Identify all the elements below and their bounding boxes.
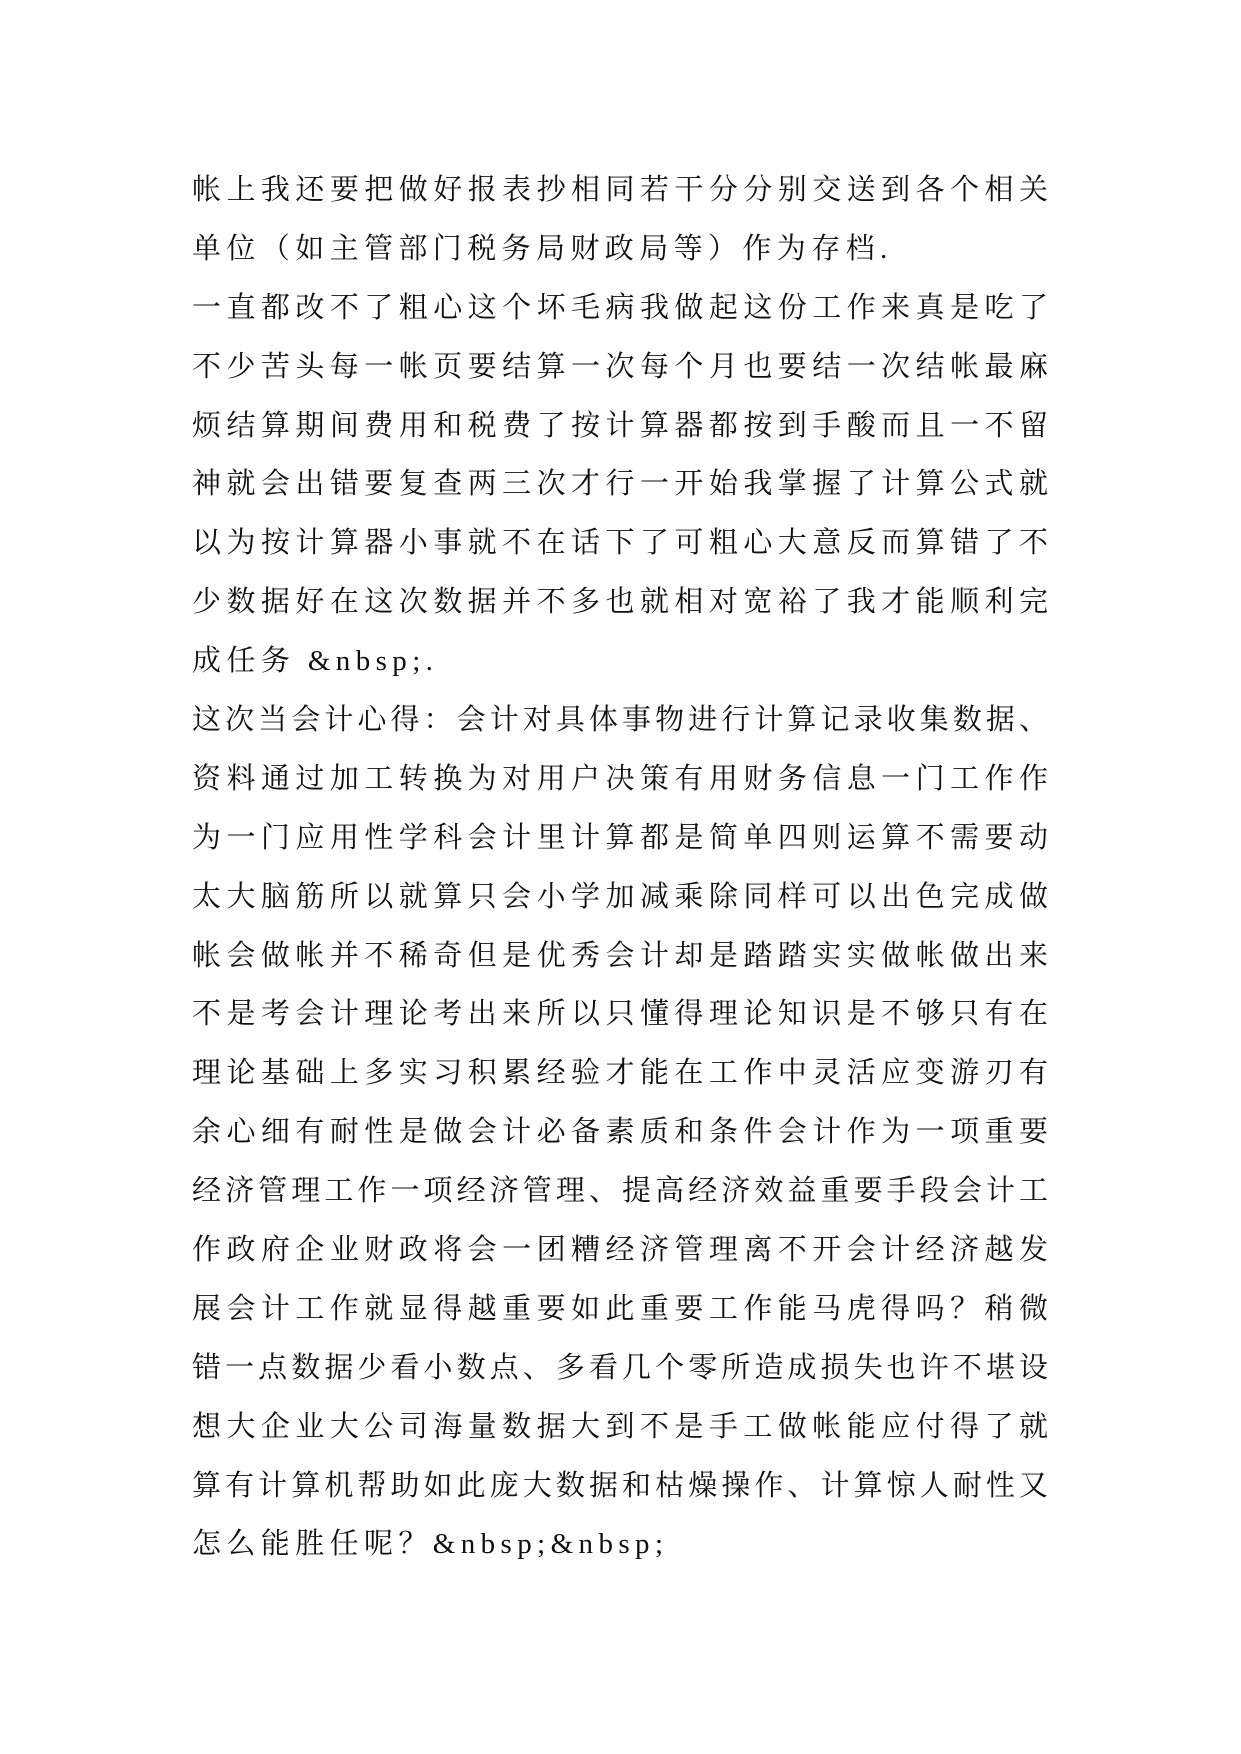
text-line: 错一点数据少看小数点、多看几个零所造成损失也许不堪设 (192, 1351, 1052, 1384)
paragraph (192, 691, 1241, 1574)
text-line: 为一门应用性学科会计里计算都是简单四则运算不需要动 (192, 821, 1052, 854)
text-line: 不少苦头每一帐页要结算一次每个月也要结一次结帐最麻 (192, 350, 1052, 383)
text-line: 资料通过加工转换为对用户决策有用财务信息一门工作作 (192, 762, 1052, 795)
text-line: 不是考会计理论考出来所以只懂得理论知识是不够只有在 (192, 998, 1052, 1031)
text-line: 经济管理工作一项经济管理、提高经济效益重要手段会计工 (192, 1175, 1052, 1208)
text-line: 展会计工作就显得越重要如此重要工作能马虎得吗？稍微 (192, 1292, 1052, 1325)
paragraph (192, 161, 1241, 279)
text-line: 成任务 &nbsp;. (192, 645, 439, 678)
text-line: 太大脑筋所以就算只会小学加减乘除同样可以出色完成做 (192, 880, 1052, 913)
text-line: 余心细有耐性是做会计必备素质和条件会计作为一项重要 (192, 1116, 1052, 1149)
text-line: 帐会做帐并不稀奇但是优秀会计却是踏踏实实做帐做出来 (192, 939, 1052, 972)
text-line: 一直都改不了粗心这个坏毛病我做起这份工作来真是吃了 (192, 291, 1052, 324)
text-line: 以为按计算器小事就不在话下了可粗心大意反而算错了不 (192, 527, 1052, 560)
text-line: 怎么能胜任呢？&nbsp;&nbsp; (192, 1528, 669, 1561)
text-line: 少数据好在这次数据并不多也就相对宽裕了我才能顺利完 (192, 586, 1052, 619)
text-line: 算有计算机帮助如此庞大数据和枯燥操作、计算惊人耐性又 (192, 1469, 1052, 1502)
text-line: 帐上我还要把做好报表抄相同若干分分别交送到各个相关 (192, 174, 1052, 206)
text-line: 烦结算期间费用和税费了按计算器都按到手酸而且一不留 (192, 409, 1052, 442)
text-line: 这次当会计心得：会计对具体事物进行计算记录收集数据、 (192, 704, 1052, 737)
text-line: 神就会出错要复查两三次才行一开始我掌握了计算公式就 (192, 468, 1052, 501)
text-line: 理论基础上多实习积累经验才能在工作中灵活应变游刃有 (192, 1057, 1052, 1090)
paragraph (192, 279, 1241, 691)
text-line: 作政府企业财政将会一团糟经济管理离不开会计经济越发 (192, 1234, 1052, 1267)
text-line: 想大企业大公司海量数据大到不是手工做帐能应付得了就 (192, 1410, 1052, 1443)
text-line: 单位（如主管部门税务局财政局等）作为存档. (192, 232, 893, 265)
